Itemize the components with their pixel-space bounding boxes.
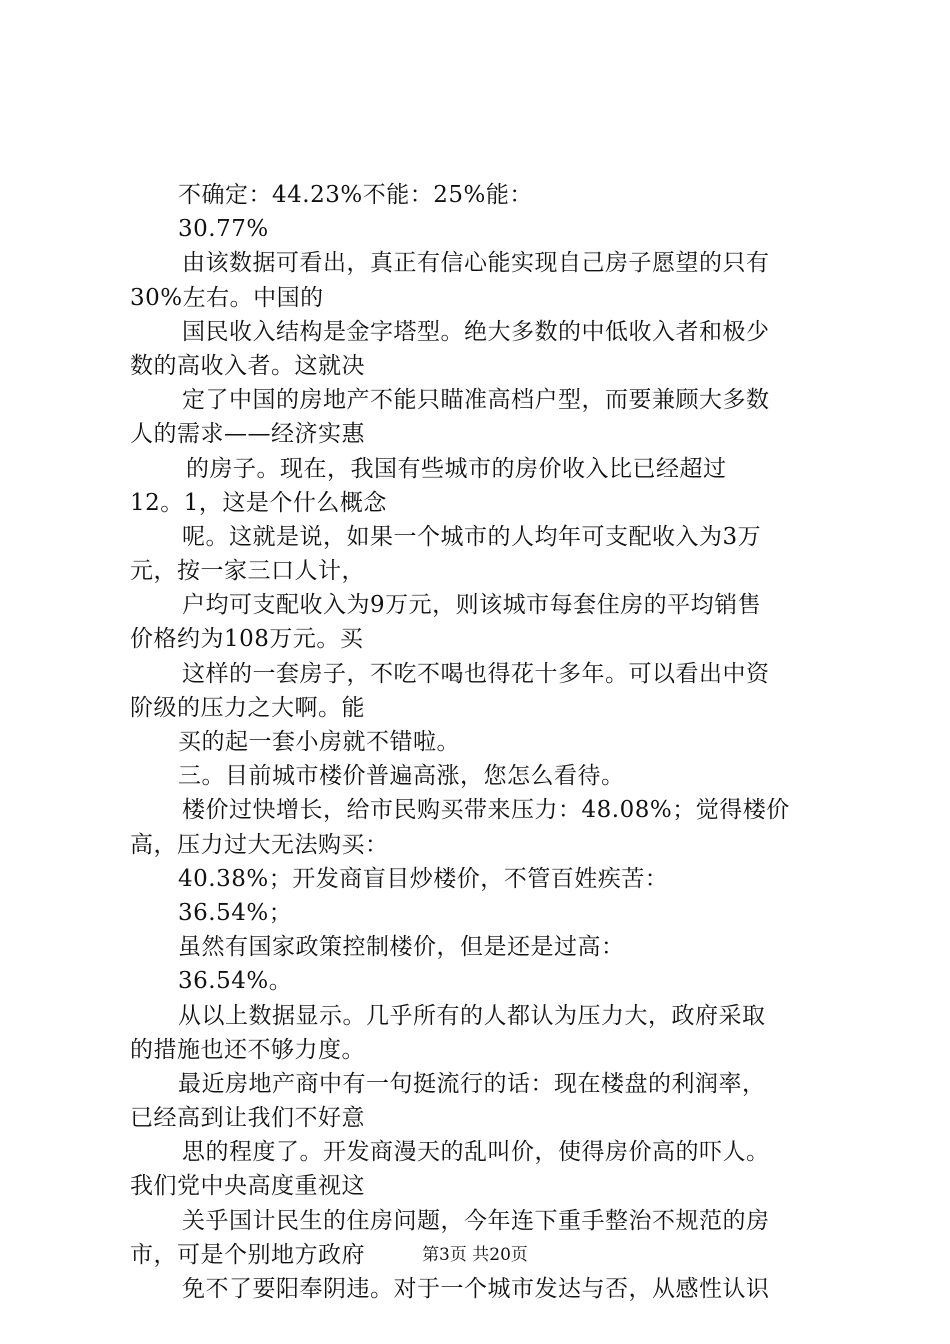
text-line: 元，按一家三口人计， [130, 558, 365, 585]
text-line: 的措施也还不够力度。 [130, 1036, 365, 1063]
page-footer: 第3页 共20页 [422, 1245, 528, 1265]
text-line: 40.38%；开发商盲目炒楼价，不管百姓疾苦： [178, 865, 669, 892]
text-line: 从以上数据显示。几乎所有的人都认为压力大，政府采取 [178, 1002, 766, 1029]
text-line: 最近房地产商中有一句挺流行的话：现在楼盘的利润率， [178, 1070, 766, 1097]
text-line: 阶级的压力之大啊。能 [130, 694, 365, 721]
text-line: 呢。这就是说，如果一个城市的人均年可支配收入为3万 [182, 523, 762, 550]
text-line: 由该数据可看出，真正有信心能实现自己房子愿望的只有 [182, 250, 770, 277]
text-line: 12。1，这是个什么概念 [130, 489, 387, 516]
text-line: 这样的一套房子，不吃不喝也得花十多年。可以看出中资 [182, 660, 770, 687]
text-line: 买的起一套小房就不错啦。 [178, 729, 460, 755]
text-line: 不确定：44.23%不能：25%能： [178, 182, 533, 208]
text-line: 三。目前城市楼价普遍高涨，您怎么看待。 [178, 763, 625, 790]
text-line: 人的需求——经济实惠 [130, 421, 365, 448]
text-line: 已经高到让我们不好意 [130, 1105, 365, 1132]
text-line: 关乎国计民生的住房问题，今年连下重手整治不规范的房 [182, 1207, 770, 1234]
text-line: 楼价过快增长，给市民购买带来压力：48.08%；觉得楼价 [182, 797, 790, 824]
document-body [130, 178, 840, 1306]
text-line: 国民收入结构是金字塔型。绝大多数的中低收入者和极少 [182, 318, 770, 345]
text-line: 30.77% [178, 216, 269, 243]
text-line: 价格约为108万元。买 [130, 626, 364, 653]
text-line: 市，可是个别地方政府 [130, 1241, 365, 1268]
text-line: 我们党中央高度重视这 [130, 1173, 365, 1200]
text-line: 定了中国的房地产不能只瞄准高档户型，而要兼顾大多数 [182, 387, 770, 414]
text-line: 数的高收入者。这就决 [130, 352, 365, 379]
text-line: 的房子。现在，我国有些城市的房价收入比已经超过 [186, 455, 727, 482]
text-line: 36.54%。 [178, 968, 293, 995]
text-line: 30%左右。中国的 [130, 284, 324, 311]
text-line: 思的程度了。开发商漫天的乱叫价，使得房价高的吓人。 [182, 1139, 770, 1166]
text-line: 虽然有国家政策控制楼价，但是还是过高： [178, 934, 625, 961]
text-line: 高，压力过大无法购买： [130, 831, 389, 858]
text-line: 户均可支配收入为9万元，则该城市每套住房的平均销售 [182, 592, 762, 619]
text-line: 免不了要阳奉阴违。对于一个城市发达与否，从感性认识 [182, 1276, 770, 1302]
text-line: 36.54%； [178, 899, 293, 926]
